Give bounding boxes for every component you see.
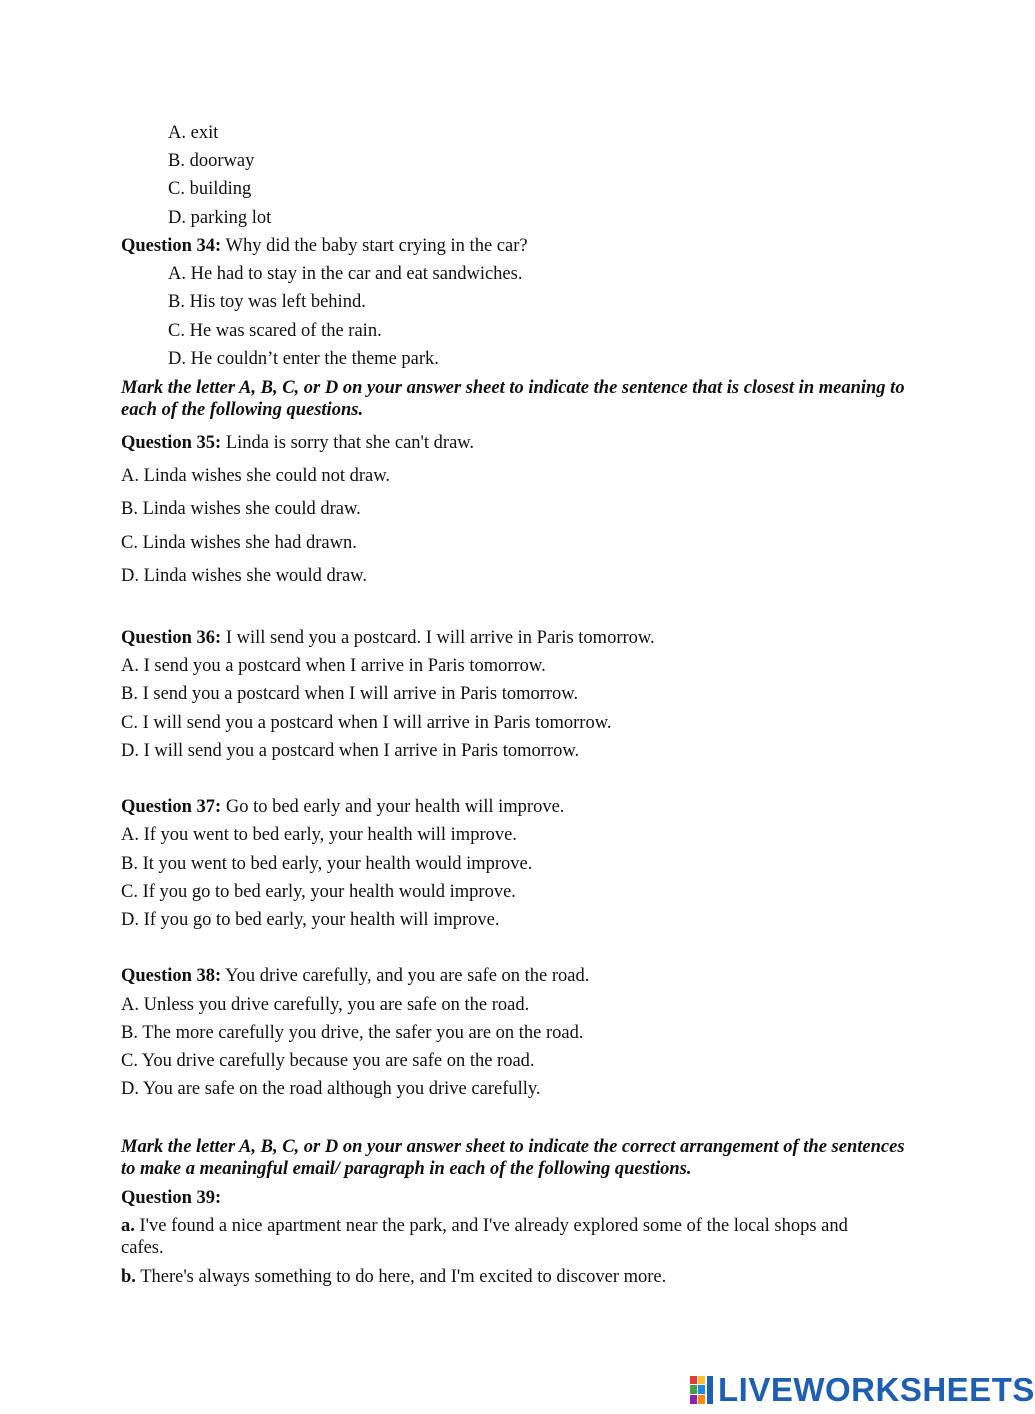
q39-item-b-text: There's always something to do here, and I'm excited to discover more.: [135, 1267, 667, 1287]
q35-option-c: C. Linda wishes she had drawn.: [121, 533, 357, 553]
q34-option-b: B. His toy was left behind.: [168, 292, 366, 312]
q37-label: Question 37:: [121, 797, 222, 817]
q37-option-a: A. If you went to bed early, your health will improve.: [121, 825, 517, 845]
q34-option-c: C. He was scared of the rain.: [168, 321, 382, 341]
q35-label: Question 35:: [121, 433, 222, 453]
q39-item-b-letter: b.: [121, 1267, 136, 1287]
liveworksheets-logo-icon: [690, 1376, 714, 1404]
q35-option-a: A. Linda wishes she could not draw.: [121, 466, 391, 486]
q38-option-d: D. You are safe on the road although you drive carefully.: [121, 1079, 541, 1099]
q34-text: Why did the baby start crying in the car?: [221, 236, 528, 256]
q38-label: Question 38:: [121, 966, 222, 986]
q39-item-a-text: I've found a nice apartment near the park, and I've already explored some of the local shops and cafes.: [121, 1216, 848, 1258]
instruction-closest-meaning: Mark the letter A, B, C, or D on your answer sheet to indicate the sentence that is closest in meaning to each of the following questions.: [121, 378, 905, 420]
q33-option-d: D. parking lot: [168, 208, 272, 228]
q38-text: You drive carefully, and you are safe on the road.: [221, 966, 590, 986]
q36-text: I will send you a postcard. I will arrive in Paris tomorrow.: [221, 628, 655, 648]
q39-item-a: [121, 1215, 891, 1259]
q35-stem: [121, 432, 474, 454]
q33-option-b: B. doorway: [168, 151, 255, 171]
q38-option-c: C. You drive carefully because you are safe on the road.: [121, 1051, 535, 1071]
q34-stem: [121, 235, 528, 257]
q36-stem: [121, 627, 655, 649]
q36-option-a: A. I send you a postcard when I arrive in Paris tomorrow.: [121, 656, 546, 676]
instruction-arrangement: Mark the letter A, B, C, or D on your answer sheet to indicate the correct arrangement of the sentences to make a meaningful email/ paragraph in each of the following questions.: [121, 1137, 905, 1179]
liveworksheets-logo-text: LIVEWORKSHEETS: [718, 1371, 1035, 1408]
q38-option-b: B. The more carefully you drive, the safer you are on the road.: [121, 1023, 584, 1043]
q35-option-d: D. Linda wishes she would draw.: [121, 566, 367, 586]
q38-option-a: A. Unless you drive carefully, you are safe on the road.: [121, 995, 530, 1015]
q39-item-a-letter: a.: [121, 1216, 135, 1236]
q37-option-d: D. If you go to bed early, your health will improve.: [121, 910, 500, 930]
q36-option-c: C. I will send you a postcard when I will arrive in Paris tomorrow.: [121, 713, 612, 733]
q36-label: Question 36:: [121, 628, 222, 648]
q34-option-d: D. He couldn’t enter the theme park.: [168, 349, 439, 369]
q37-option-b: B. It you went to bed early, your health would improve.: [121, 854, 533, 874]
q33-option-a: A. exit: [168, 123, 219, 143]
q34-option-a: A. He had to stay in the car and eat sandwiches.: [168, 264, 523, 284]
q39-item-b: [121, 1266, 891, 1288]
q35-text: Linda is sorry that she can't draw.: [221, 433, 475, 453]
q34-label: Question 34:: [121, 236, 222, 256]
q38-stem: [121, 965, 589, 987]
q37-option-c: C. If you go to bed early, your health would improve.: [121, 882, 516, 902]
q35-option-b: B. Linda wishes she could draw.: [121, 499, 361, 519]
q36-option-b: B. I send you a postcard when I will arrive in Paris tomorrow.: [121, 684, 579, 704]
liveworksheets-logo: [690, 1373, 1035, 1407]
q37-stem: [121, 796, 564, 818]
q33-option-c: C. building: [168, 179, 252, 199]
q36-option-d: D. I will send you a postcard when I arrive in Paris tomorrow.: [121, 741, 580, 761]
q37-text: Go to bed early and your health will improve.: [221, 797, 565, 817]
q39-label: Question 39:: [121, 1188, 222, 1208]
